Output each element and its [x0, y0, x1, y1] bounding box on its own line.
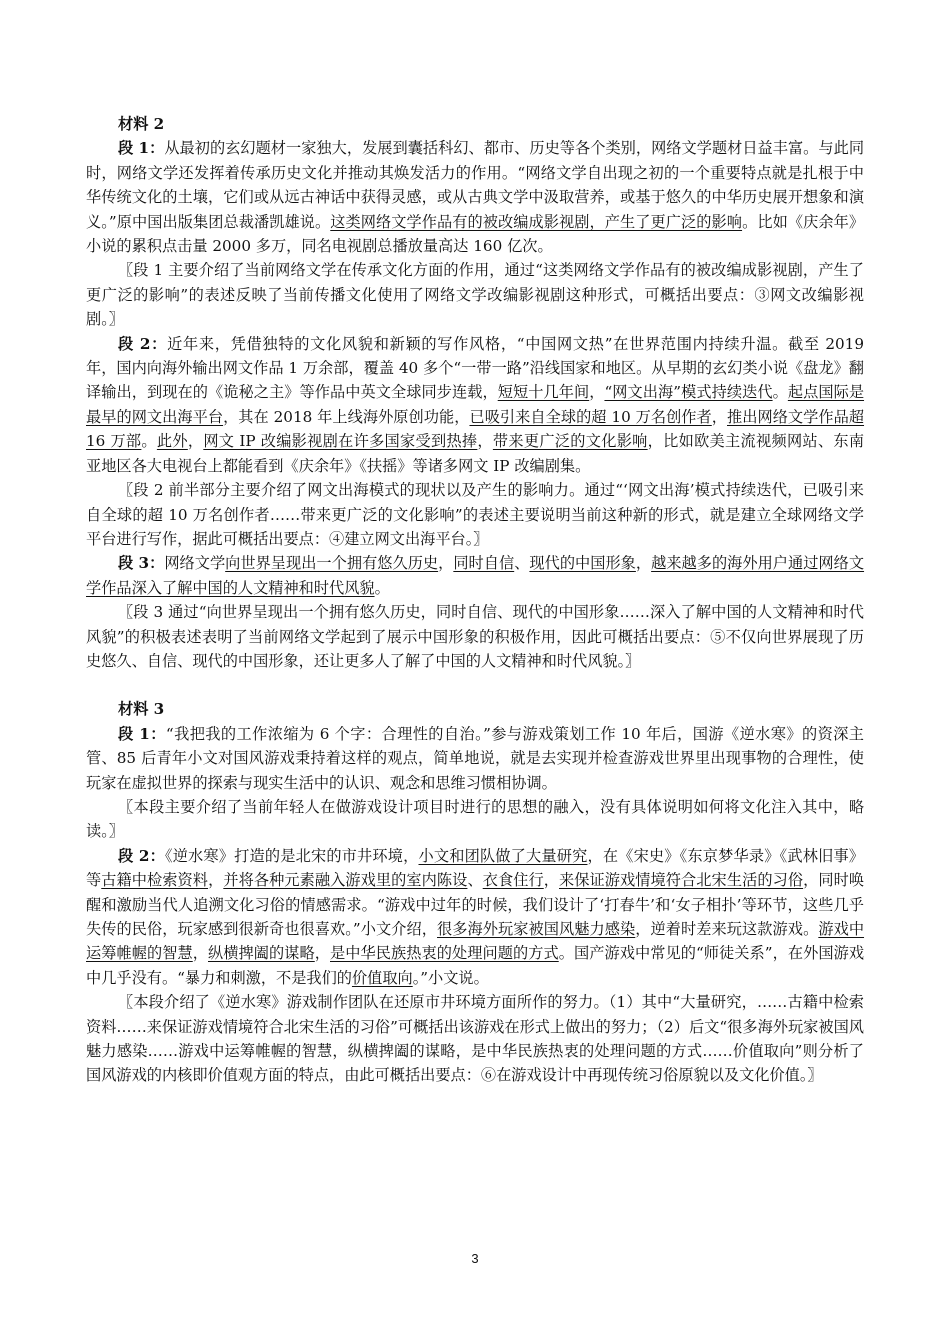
text: 从最初的玄幻题材一家独大，发展到囊括科幻、都市、历史等各个类别，网络文学题材日益丰富。与此同时，网络文学还发挥着传承历史文化并推动其焕发活力的作用。“网络文学自出现之初的一个重要特点就是扎根于中华传统文化的土壤，它们或从远古神话中获得灵感，或从古典文学中汲取营养，或基于悠久的中华历史展开想象和演义。”原中国出版集团总裁潘凯雄说。	[86, 139, 865, 231]
m2-note-2: 〖段 2 前半部分主要介绍了网文出海模式的现状以及产生的影响力。通过“‘网文出海’模式持续迭代，已吸引来自全球的超 10 万名创作者……带来更广泛的文化影响”的表述主要说明当前这种新的形式，就是建立全球网络文学平台进行写作，据此可概括出要点：④建立网文出海平台。〗	[86, 481, 864, 548]
m2-paragraph-3	[86, 551, 864, 600]
underlined-text: 这类网络文学作品有的被改编成影视剧，产生了更广泛的影响	[330, 212, 743, 231]
text: ，比如欧美主流视频网站、东南亚地区各大电视台上都能看到《庆余年》《扶摇》等诸多网文 IP 改编剧集。	[86, 432, 865, 475]
underlined-text: 网文 IP 改编影视剧在许多国家受到热捧	[203, 432, 478, 451]
paragraph-label: 段 2：	[118, 846, 165, 865]
m2-paragraph-1	[86, 136, 864, 258]
text: ，	[477, 432, 493, 451]
text: 。	[772, 383, 788, 402]
text: ，	[543, 871, 559, 890]
underlined-text: 起点国际是最早的网文出海平台	[86, 383, 865, 426]
underlined-text: 价值取向	[351, 968, 413, 987]
underlined-text: 很多海外玩家被国风魅力感染	[437, 920, 636, 938]
text: 《逆水寒》打造的是北宋的市井环境，	[164, 846, 419, 865]
m2-note-3: 〖段 3 通过“向世界呈现出一个拥有悠久历史，同时自信、现代的中国形象……深入了解中国的人文精神和时代风貌”的积极表述表明了当前网络文学起到了展示中国形象的积极作用，因此可概括出要点：⑤不仅向世界展现了历史悠久、自信、现代的中国形象，还让更多人了解了中国的人文精神和时代风貌。〗	[86, 603, 864, 670]
paragraph-label: 段 3：	[118, 554, 165, 573]
paragraph-label: 段 2：	[118, 334, 168, 353]
text: ，	[314, 944, 330, 963]
m2-note-1: 〖段 1 主要介绍了当前网络文学在传承文化方面的作用，通过“这类网络文学作品有的被改编成影视剧，产生了更广泛的影响”的表述反映了当前传播文化使用了网络文学改编影视剧这种形式，可概括出要点：③网文改编影视剧。〗	[86, 261, 864, 329]
underlined-text: 同时自信	[453, 554, 515, 573]
underlined-text: 已吸引来自全球的超 10 万名创作者	[469, 407, 712, 426]
text: “我把我的工作浓缩为 6 个字：合理性的自治。”参与游戏策划工作 10 年后，国游《逆水寒》的资深主管、85 后青年小文对国风游戏秉持着这样的观点，简单地说，就是去实现并检查游戏世界里出现事物的合理性，使玩家在虚拟世界的探索与现实生活中的认识、观念和思维习惯相协调。	[86, 724, 864, 792]
underlined-text: 此外	[156, 432, 188, 451]
text: 网络文学	[164, 554, 226, 573]
text: ，	[589, 383, 605, 402]
text: ，	[208, 871, 224, 890]
underlined-text: 是中华民族热衷的处理问题的方式	[330, 944, 559, 963]
text: ，同时唤醒和激励当代人追溯文化习俗的情感需求。“游戏中过年的时候，我们设计了‘打春牛’和‘女子相扑’等环节，这些几乎失传的民俗，玩家感到很新奇也很喜欢。”小文介绍，	[86, 871, 865, 938]
underlined-text: 衣食住行	[482, 871, 544, 890]
text: ，	[187, 432, 204, 451]
underlined-text: 来保证游戏情境符合北宋生活的习俗	[559, 871, 804, 890]
m3-note-2: 〖本段介绍了《逆水寒》游戏制作团队在还原市井环境方面所作的努力。（1）其中“大量研究，……古籍中检索资料……来保证游戏情境符合北宋生活的习俗”可概括出该游戏在形式上做出的努力；（2）后文“很多海外玩家被国风魅力感染……游戏中运筹帷幄的智慧，纵横捭阖的谋略，是中华民族热衷的处理问题的方式……价值取向”则分析了国风游戏的内核即价值观方面的特点，由此可概括出要点：⑥在游戏设计中再现传统习俗原貌以及文化价值。〗	[86, 993, 864, 1085]
page-number: 3	[471, 1251, 479, 1266]
m2-paragraph-2	[86, 332, 864, 478]
underlined-text: 现代的中国形象	[529, 554, 636, 573]
text: 。	[141, 432, 157, 451]
text: ，	[711, 407, 727, 426]
text: ，逆着时差来玩这款游戏。	[635, 920, 819, 938]
text: 。国产游戏中常见的“师徒关系”，在外国游戏中几乎没有。“暴力和刺激，不是我们的	[86, 944, 865, 987]
m3-note-1: 〖本段主要介绍了当前年轻人在做游戏设计项目时进行的思想的融入，没有具体说明如何将文化注入其中，略读。〗	[86, 797, 864, 841]
underlined-text: 游戏中运筹帷幄的智慧	[86, 920, 865, 963]
text: ，	[635, 554, 652, 573]
underlined-text: 小文和团队做了大量研究	[418, 846, 588, 865]
text: 。	[374, 578, 390, 597]
text: 。比如《庆余年》小说的累积点击量 2000 多万，同名电视剧总播放量高达 160 亿次。	[86, 212, 865, 256]
text: 、	[514, 554, 530, 573]
underlined-text: “网文出海”模式持续迭代	[604, 383, 773, 402]
underlined-text: 带来更广泛的文化影响	[492, 432, 648, 451]
m3-paragraph-2	[86, 844, 864, 990]
underlined-text: 并将各种元素融入游戏里的室内陈设	[223, 871, 468, 890]
m3-paragraph-1	[86, 722, 864, 795]
underlined-text: 向世界呈现出一个拥有悠久历史	[225, 554, 439, 573]
underlined-text: 推出网络文学作品超 16 万部	[86, 407, 865, 451]
section-gap	[86, 673, 864, 697]
material-3-heading: 材料 3	[118, 700, 165, 719]
underlined-text: 纵横捭阖的谋略	[208, 944, 315, 963]
text: ，其在 2018 年上线海外原创功能，	[223, 407, 470, 426]
text: 。”小文说。	[412, 968, 489, 987]
text: ，	[192, 944, 208, 963]
underlined-text: 短短十几年间	[497, 383, 590, 402]
paragraph-label: 段 1：	[118, 724, 166, 743]
text: ，在《宋史》《东京梦华录》《武林旧事》等	[86, 846, 864, 890]
text: 、	[467, 871, 483, 890]
material-2-heading: 材料 2	[118, 115, 165, 133]
underlined-text: 古籍中检索资料	[101, 871, 209, 890]
underlined-text: 越来越多的海外用户通过网络文学作品深入了解中国的人文精神和时代风貌	[86, 554, 865, 597]
paragraph-label: 段 1：	[118, 139, 165, 158]
text: ，	[438, 554, 454, 573]
text: 近年来，凭借独特的文化风貌和新颖的写作风格，“中国网文热”在世界范围内持续升温。截至 2019 年，国内向海外输出网文作品 1 万余部，覆盖 40 多个“一带一路”沿线国家和地区。从早期的玄幻类小说《盘龙》翻译输出，到现在的《诡秘之主》等作品中英文全球同步连载，	[86, 334, 864, 402]
